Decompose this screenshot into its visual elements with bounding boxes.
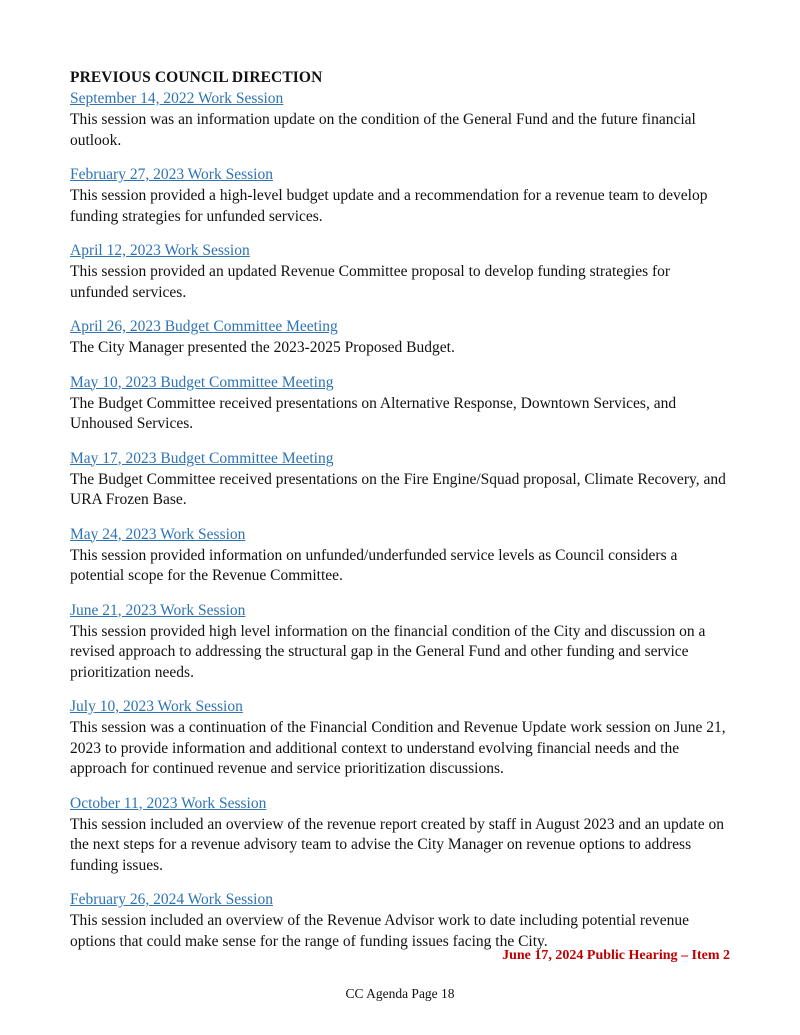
session-entry	[70, 601, 730, 684]
session-entry	[70, 165, 730, 227]
session-date-link[interactable]: September 14, 2022 Work Session	[70, 90, 284, 107]
session-description: This session provided an updated Revenue Committee proposal to develop funding strategies for unfunded services.	[70, 263, 671, 301]
session-entry	[70, 449, 730, 511]
session-date-link[interactable]: April 26, 2023 Budget Committee Meeting	[70, 318, 338, 335]
session-description: This session provided high level information on the financial condition of the City and discussion on a revised approach to addressing the structural gap in the General Fund and other funding and service prioritization needs.	[70, 622, 706, 681]
session-date-link[interactable]: May 10, 2023 Budget Committee Meeting	[70, 373, 334, 391]
session-entry	[70, 89, 730, 151]
session-entry	[70, 697, 730, 780]
session-date-link[interactable]: February 27, 2023 Work Session	[70, 166, 273, 183]
session-date-link[interactable]: April 12, 2023 Work Session	[70, 242, 250, 259]
session-description: The City Manager presented the 2023-2025 Proposed Budget.	[70, 339, 455, 356]
session-description: The Budget Committee received presentations on Alternative Response, Downtown Services, and Unhoused Services.	[70, 394, 677, 432]
session-description: This session was an information update on the condition of the General Fund and the future financial outlook.	[70, 111, 696, 149]
session-date-link[interactable]: May 17, 2023 Budget Committee Meeting	[70, 449, 334, 467]
session-entry	[70, 890, 730, 952]
session-description: This session provided a high-level budget update and a recommendation for a revenue team to develop funding strategies for unfunded services.	[70, 187, 708, 225]
session-date-link[interactable]: July 10, 2023 Work Session	[70, 698, 243, 715]
session-description: This session included an overview of the revenue report created by staff in August 2023 and an update on the next steps for a revenue advisory team to advise the City Manager on revenue options to address funding issues.	[70, 815, 724, 874]
session-description: This session was a continuation of the Financial Condition and Revenue Update work session on June 21, 2023 to provide information and additional context to understand evolving financial needs and the approach for continued revenue and service prioritization discussions.	[70, 719, 726, 777]
session-list	[70, 89, 730, 952]
session-entry	[70, 241, 730, 303]
session-description: This session provided information on unfunded/underfunded service levels as Council considers a potential scope for the Revenue Committee.	[70, 546, 678, 584]
session-description: The Budget Committee received presentations on the Fire Engine/Squad proposal, Climate Recovery, and URA Frozen Base.	[70, 470, 726, 508]
session-date-link[interactable]: May 24, 2023 Work Session	[70, 525, 246, 543]
session-entry	[70, 794, 730, 877]
hearing-item-note: June 17, 2024 Public Hearing – Item 2	[502, 948, 730, 963]
session-entry	[70, 525, 730, 587]
session-date-link[interactable]: October 11, 2023 Work Session	[70, 794, 267, 812]
session-description: This session included an overview of the Revenue Advisor work to date including potential revenue options that could make sense for the range of funding issues facing the City.	[70, 912, 689, 950]
session-date-link[interactable]: February 26, 2024 Work Session	[70, 891, 273, 908]
session-entry	[70, 373, 730, 435]
session-date-link[interactable]: June 21, 2023 Work Session	[70, 601, 246, 619]
session-entry	[70, 317, 730, 359]
page-number: CC Agenda Page 18	[345, 986, 455, 1001]
section-heading: PREVIOUS COUNCIL DIRECTION	[70, 69, 323, 86]
